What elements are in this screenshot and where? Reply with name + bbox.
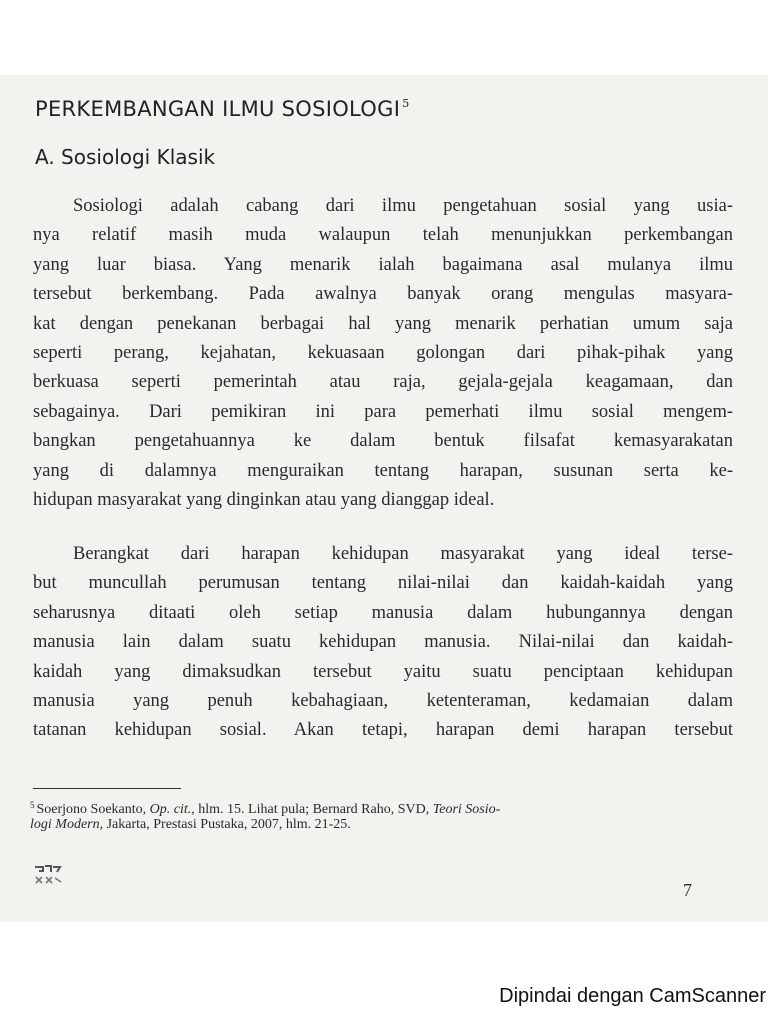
text-line: nya relatif masih muda walaupun telah menunjukkan perkembangan <box>33 225 733 246</box>
chapter-title <box>35 97 410 121</box>
text-line: tatanan kehidupan sosial. Akan tetapi, harapan demi harapan tersebut <box>33 720 733 741</box>
text-line: tersebut berkembang. Pada awalnya banyak orang mengulas masyara- <box>33 284 733 305</box>
paragraph-1 <box>33 192 733 515</box>
footnote-book-title-part1: Teori Sosio- <box>432 802 501 817</box>
footnote-reference: , hlm. 15. Lihat pula; Bernard Raho, SVD, <box>191 802 433 817</box>
paragraph-2 <box>33 540 733 746</box>
text-line: manusia lain dalam suatu kehidupan manusia. Nilai-nilai dan kaidah- <box>33 632 733 653</box>
page-number: 7 <box>683 880 692 900</box>
footnote-publisher: , Jakarta, Prestasi Pustaka, 2007, hlm. 21-25. <box>99 817 351 832</box>
section-title: A. Sosiologi Klasik <box>35 145 216 169</box>
text-line: seperti perang, kejahatan, kekuasaan golongan dari pihak-pihak yang <box>33 342 733 363</box>
text-line: manusia yang penuh kebahagiaan, ketenteraman, kedamaian dalam <box>33 690 733 711</box>
book-page <box>0 75 768 922</box>
text-line: yang di dalamnya menguraikan tentang harapan, susunan serta ke- <box>33 460 733 481</box>
footnote-marker: 5 <box>30 800 35 810</box>
text-line: Berangkat dari harapan kehidupan masyarakat yang ideal terse- <box>73 544 733 564</box>
text-line: bangkan pengetahuannya ke dalam bentuk filsafat kemasyarakatan <box>33 431 733 452</box>
footnote-line-2 <box>30 815 710 835</box>
text-line: yang luar biasa. Yang menarik ialah bagaimana asal mulanya ilmu <box>33 254 733 275</box>
footnote-line-1 <box>30 795 710 815</box>
text-line: hidupan masyarakat yang dinginkan atau yang dianggap ideal. <box>33 489 495 510</box>
text-line: but muncullah perumusan tentang nilai-nilai dan kaidah-kaidah yang <box>33 573 733 594</box>
text-line: sebagainya. Dari pemikiran ini para pemerhati ilmu sosial mengem- <box>33 401 733 422</box>
text-line: kaidah yang dimaksudkan tersebut yaitu suatu penciptaan kehidupan <box>33 661 733 682</box>
chapter-title-text: PERKEMBANGAN ILMU SOSIOLOGI <box>35 97 401 121</box>
text-line: berkuasa seperti pemerintah atau raja, gejala-gejala keagamaan, dan <box>33 372 733 393</box>
camscanner-watermark: Dipindai dengan CamScanner <box>499 985 766 1007</box>
footnote-book-title-part2: logi Modern <box>30 817 100 832</box>
publisher-logo-icon <box>33 863 63 885</box>
footnote <box>30 795 710 835</box>
text-line: seharusnya ditaati oleh setiap manusia dalam hubungannya dengan <box>33 602 733 623</box>
chapter-footnote-marker: 5 <box>402 97 410 110</box>
text-line: kat dengan penekanan berbagai hal yang menarik perhatian umum saja <box>33 313 733 334</box>
footnote-divider <box>33 788 181 789</box>
text-line: Sosiologi adalah cabang dari ilmu pengetahuan sosial yang usia- <box>73 196 733 216</box>
footnote-author: Soerjono Soekanto, <box>36 802 150 817</box>
footnote-op-cit: Op. cit. <box>149 802 192 817</box>
